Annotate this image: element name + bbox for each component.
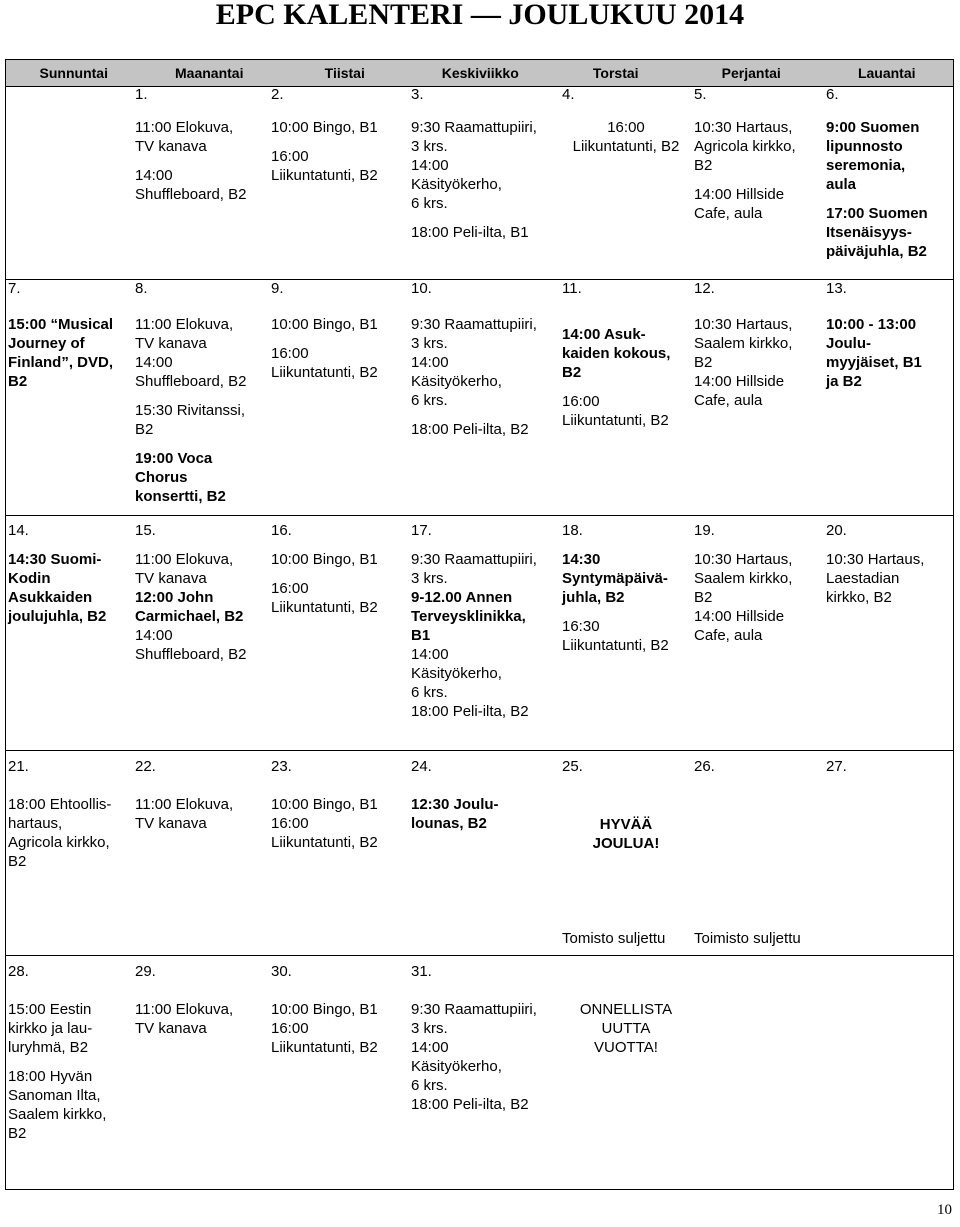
event-line: Joulu- [826, 335, 871, 352]
event-line: 11:00 Elokuva, [135, 1001, 234, 1018]
day-number: 3. [411, 86, 424, 103]
calendar-grid [5, 59, 954, 1190]
event-line: Cafe, aula [694, 627, 763, 644]
event-line: B2 [8, 1125, 27, 1142]
event-line: 11:00 Elokuva, [135, 551, 234, 568]
day-number: 29. [135, 963, 156, 980]
day-number: 1. [135, 86, 148, 103]
day-cell [824, 118, 955, 261]
day-cell [6, 1000, 133, 1143]
day-cell [269, 795, 409, 852]
event-line: 12:30 Joulu- [411, 796, 499, 813]
event-line: lounas, B2 [411, 815, 487, 832]
day-cell [409, 795, 560, 833]
day-number: 24. [411, 758, 432, 775]
event-line: aula [826, 176, 857, 193]
office-closed-note: Tomisto suljettu [562, 930, 666, 947]
event-line: Chorus [135, 469, 188, 486]
day-cell [692, 315, 824, 410]
event-line: B2 [694, 354, 713, 371]
line-gap [411, 213, 558, 223]
event-line: 11:00 Elokuva, [135, 796, 234, 813]
event-line: 3 krs. [411, 1020, 448, 1037]
day-number: 25. [562, 758, 583, 775]
event-line: Liikuntatunti, B2 [271, 834, 378, 851]
event-line: luryhmä, B2 [8, 1039, 89, 1056]
event-line: 18:00 Peli-ilta, B1 [411, 224, 529, 241]
office-closed-note: Toimisto suljettu [694, 930, 801, 947]
day-number: 8. [135, 280, 148, 297]
event-line: 10:30 Hartaus, [694, 316, 793, 333]
event-line: TV kanava [135, 570, 207, 587]
weekday-header [6, 60, 953, 87]
event-line: juhla, B2 [562, 589, 625, 606]
day-number: 6. [826, 86, 839, 103]
day-number: 26. [694, 758, 715, 775]
event-line: 10:00 Bingo, B1 [271, 119, 378, 136]
line-gap [271, 137, 407, 147]
day-cell [6, 795, 133, 871]
event-line: 18:00 Hyvän [8, 1068, 93, 1085]
event-line: Cafe, aula [694, 392, 763, 409]
day-number: 4. [562, 86, 575, 103]
event-line: Terveysklinikka, [411, 608, 526, 625]
event-line: Laestadian [826, 570, 900, 587]
event-line: Liikuntatunti, B2 [271, 599, 378, 616]
day-number: 2. [271, 86, 284, 103]
event-line: kaiden kokous, [562, 345, 671, 362]
event-line: 9:30 Raamattupiiri, [411, 119, 537, 136]
event-line: 10:00 Bingo, B1 [271, 551, 378, 568]
event-line: B2 [135, 421, 154, 438]
event-line: 16:30 [562, 618, 600, 635]
day-number: 10. [411, 280, 432, 297]
weekday-sunnuntai: Sunnuntai [39, 65, 108, 81]
week-separator [6, 955, 953, 956]
event-line: 14:00 [135, 354, 173, 371]
day-cell [409, 118, 560, 242]
event-line: Liikuntatunti, B2 [271, 1039, 378, 1056]
event-line: 16:00 [271, 815, 309, 832]
day-number: 28. [8, 963, 29, 980]
page-number: 10 [937, 1202, 952, 1218]
event-line: 9:30 Raamattupiiri, [411, 551, 537, 568]
event-line: 6 krs. [411, 684, 448, 701]
event-line: 10:30 Hartaus, [826, 551, 925, 568]
line-gap [135, 391, 267, 401]
day-number: 21. [8, 758, 29, 775]
day-number: 17. [411, 522, 432, 539]
line-gap [8, 1057, 131, 1067]
day-number: 11. [562, 280, 582, 297]
event-line: 18:00 Peli-ilta, B2 [411, 1096, 529, 1113]
event-line: ja B2 [826, 373, 862, 390]
day-number: 5. [694, 86, 707, 103]
event-line: Agricola kirkko, [694, 138, 796, 155]
day-number: 7. [8, 280, 21, 297]
event-line: 14:00 Hillside [694, 186, 785, 203]
week-separator [6, 279, 953, 280]
day-number: 20. [826, 522, 847, 539]
day-cell [409, 315, 560, 439]
event-line: 15:00 Eestin [8, 1001, 92, 1018]
day-cell [560, 550, 692, 655]
day-number: 15. [135, 522, 156, 539]
weekday-maanantai: Maanantai [175, 65, 244, 81]
event-line: lipunnosto [826, 138, 903, 155]
event-line: 3 krs. [411, 138, 448, 155]
event-line: seremonia, [826, 157, 906, 174]
event-line: myyjäiset, B1 [826, 354, 922, 371]
event-line: B2 [694, 157, 713, 174]
day-cell [6, 550, 133, 626]
event-line: 16:00 [271, 345, 309, 362]
event-line: 14:00 Asuk- [562, 326, 646, 343]
weekday-lauantai: Lauantai [857, 65, 916, 81]
day-cell [824, 315, 955, 391]
day-cell [133, 550, 269, 664]
event-line: 14:00 [135, 627, 173, 644]
day-number: 27. [826, 758, 847, 775]
event-line: 10:30 Hartaus, [694, 119, 793, 136]
event-line: joulujuhla, B2 [8, 608, 107, 625]
day-cell [133, 118, 269, 204]
day-number: 19. [694, 522, 715, 539]
day-cell [269, 550, 409, 617]
event-line: 12:00 John [135, 589, 214, 606]
event-line: 16:00 [271, 148, 309, 165]
week-separator [6, 515, 953, 516]
event-line: 18:00 Ehtoollis- [8, 796, 112, 813]
event-line: 14:00 [411, 354, 449, 371]
event-line: HYVÄÄ [599, 816, 653, 833]
line-gap [826, 194, 953, 204]
event-line: 14:00 [411, 157, 449, 174]
event-line: 14:00 Hillside [694, 608, 785, 625]
event-line: B2 [562, 364, 582, 381]
event-line: Liikuntatunti, B2 [271, 364, 378, 381]
event-line: 6 krs. [411, 195, 448, 212]
event-line: 14:00 [411, 1039, 449, 1056]
event-line: Liikuntatunti, B2 [271, 167, 378, 184]
event-line: 6 krs. [411, 392, 448, 409]
event-line: Käsityökerho, [411, 176, 502, 193]
event-line: 10:00 Bingo, B1 [271, 316, 378, 333]
day-number: 18. [562, 522, 583, 539]
line-gap [411, 410, 558, 420]
event-line: Carmichael, B2 [135, 608, 244, 625]
day-number: 16. [271, 522, 292, 539]
event-line: Liikuntatunti, B2 [572, 138, 680, 155]
day-cell [560, 315, 692, 430]
event-line: 14:30 [562, 551, 601, 568]
event-line: TV kanava [135, 1020, 207, 1037]
event-line: 10:00 Bingo, B1 [271, 1001, 378, 1018]
event-line: 16:00 [607, 119, 645, 136]
event-line: Finland”, DVD, [8, 354, 113, 371]
line-gap [562, 382, 690, 392]
day-cell [560, 118, 692, 156]
day-cell [560, 1000, 692, 1057]
event-line: 10:00 Bingo, B1 [271, 796, 378, 813]
weekday-tiistai: Tiistai [324, 65, 365, 81]
event-line: 14:00 Hillside [694, 373, 785, 390]
event-line: Kodin [8, 570, 51, 587]
line-gap [562, 607, 690, 617]
day-number: 23. [271, 758, 292, 775]
event-line: JOULUA! [592, 835, 660, 852]
event-line: 9:30 Raamattupiiri, [411, 316, 537, 333]
event-line: UUTTA [601, 1020, 651, 1037]
day-cell [133, 1000, 269, 1038]
line-gap [562, 805, 690, 815]
line-gap [135, 439, 267, 449]
event-line: TV kanava [135, 815, 207, 832]
event-line: 9:00 Suomen [826, 119, 920, 136]
event-line: Käsityökerho, [411, 1058, 502, 1075]
day-number: 14. [8, 522, 29, 539]
event-line: 19:00 Voca [135, 450, 213, 467]
day-cell [560, 795, 692, 853]
event-line: Saalem kirkko, [694, 570, 793, 587]
event-line: B2 [8, 853, 27, 870]
line-gap [135, 156, 267, 166]
event-line: 9-12.00 Annen [411, 589, 513, 606]
day-cell [692, 550, 824, 645]
day-number: 22. [135, 758, 156, 775]
event-line: Journey of [8, 335, 85, 352]
event-line: B2 [8, 373, 28, 390]
event-line: ONNELLISTA [579, 1001, 673, 1018]
event-line: Saalem kirkko, [8, 1106, 107, 1123]
event-line: Shuffleboard, B2 [135, 186, 247, 203]
day-cell [269, 1000, 409, 1057]
line-gap [271, 569, 407, 579]
weekday-perjantai: Perjantai [721, 65, 781, 81]
week-separator [6, 750, 953, 751]
day-cell [824, 550, 955, 607]
event-line: konsertti, B2 [135, 488, 226, 505]
event-line: 16:00 [271, 1020, 309, 1037]
event-line: 10:00 - 13:00 [826, 316, 917, 333]
event-line: Shuffleboard, B2 [135, 373, 247, 390]
day-number: 9. [271, 280, 284, 297]
event-line: kirkko ja lau- [8, 1020, 93, 1037]
day-cell [409, 550, 560, 721]
line-gap [562, 315, 690, 325]
weekday-keskiviikko: Keskiviikko [441, 65, 519, 81]
day-cell [133, 795, 269, 833]
event-line: 10:30 Hartaus, [694, 551, 793, 568]
event-line: 11:00 Elokuva, [135, 119, 234, 136]
event-line: 14:00 [411, 646, 449, 663]
event-line: Sanoman Ilta, [8, 1087, 101, 1104]
day-number: 31. [411, 963, 432, 980]
event-line: B2 [694, 589, 713, 606]
day-number: 13. [826, 280, 847, 297]
event-line: Käsityökerho, [411, 373, 502, 390]
day-cell [6, 315, 133, 391]
event-line: 6 krs. [411, 1077, 448, 1094]
event-line: Saalem kirkko, [694, 335, 793, 352]
event-line: 18:00 Peli-ilta, B2 [411, 421, 529, 438]
event-line: Asukkaiden [8, 589, 93, 606]
event-line: VUOTTA! [594, 1039, 658, 1056]
event-line: 14:00 [135, 167, 173, 184]
event-line: 3 krs. [411, 570, 448, 587]
event-line: hartaus, [8, 815, 63, 832]
line-gap [694, 175, 822, 185]
event-line: 15:00 “Musical [8, 316, 114, 333]
event-line: 18:00 Peli-ilta, B2 [411, 703, 529, 720]
event-line: 15:30 Rivitanssi, [135, 402, 246, 419]
event-line: Käsityökerho, [411, 665, 502, 682]
day-cell [133, 315, 269, 506]
event-line: 9:30 Raamattupiiri, [411, 1001, 537, 1018]
event-line: 11:00 Elokuva, [135, 316, 234, 333]
day-cell [409, 1000, 560, 1114]
page-title: EPC KALENTERI — JOULUKUU 2014 [215, 0, 745, 31]
event-line: TV kanava [135, 335, 207, 352]
event-line: Liikuntatunti, B2 [562, 412, 669, 429]
day-cell [269, 315, 409, 382]
event-line: Agricola kirkko, [8, 834, 110, 851]
event-line: kirkko, B2 [826, 589, 892, 606]
weekday-torstai: Torstai [592, 65, 639, 81]
event-line: Shuffleboard, B2 [135, 646, 247, 663]
event-line: Liikuntatunti, B2 [562, 637, 669, 654]
day-number: 12. [694, 280, 715, 297]
event-line: 14:30 Suomi- [8, 551, 102, 568]
event-line: Itsenäisyys- [826, 224, 912, 241]
event-line: Cafe, aula [694, 205, 763, 222]
line-gap [562, 795, 690, 805]
event-line: TV kanava [135, 138, 207, 155]
event-line: 17:00 Suomen [826, 205, 928, 222]
event-line: 16:00 [562, 393, 600, 410]
line-gap [271, 334, 407, 344]
event-line: B1 [411, 627, 431, 644]
event-line: 16:00 [271, 580, 309, 597]
day-cell [692, 118, 824, 223]
day-cell [269, 118, 409, 185]
event-line: 3 krs. [411, 335, 448, 352]
event-line: päiväjuhla, B2 [826, 243, 927, 260]
day-number: 30. [271, 963, 292, 980]
event-line: Syntymäpäivä- [562, 570, 668, 587]
